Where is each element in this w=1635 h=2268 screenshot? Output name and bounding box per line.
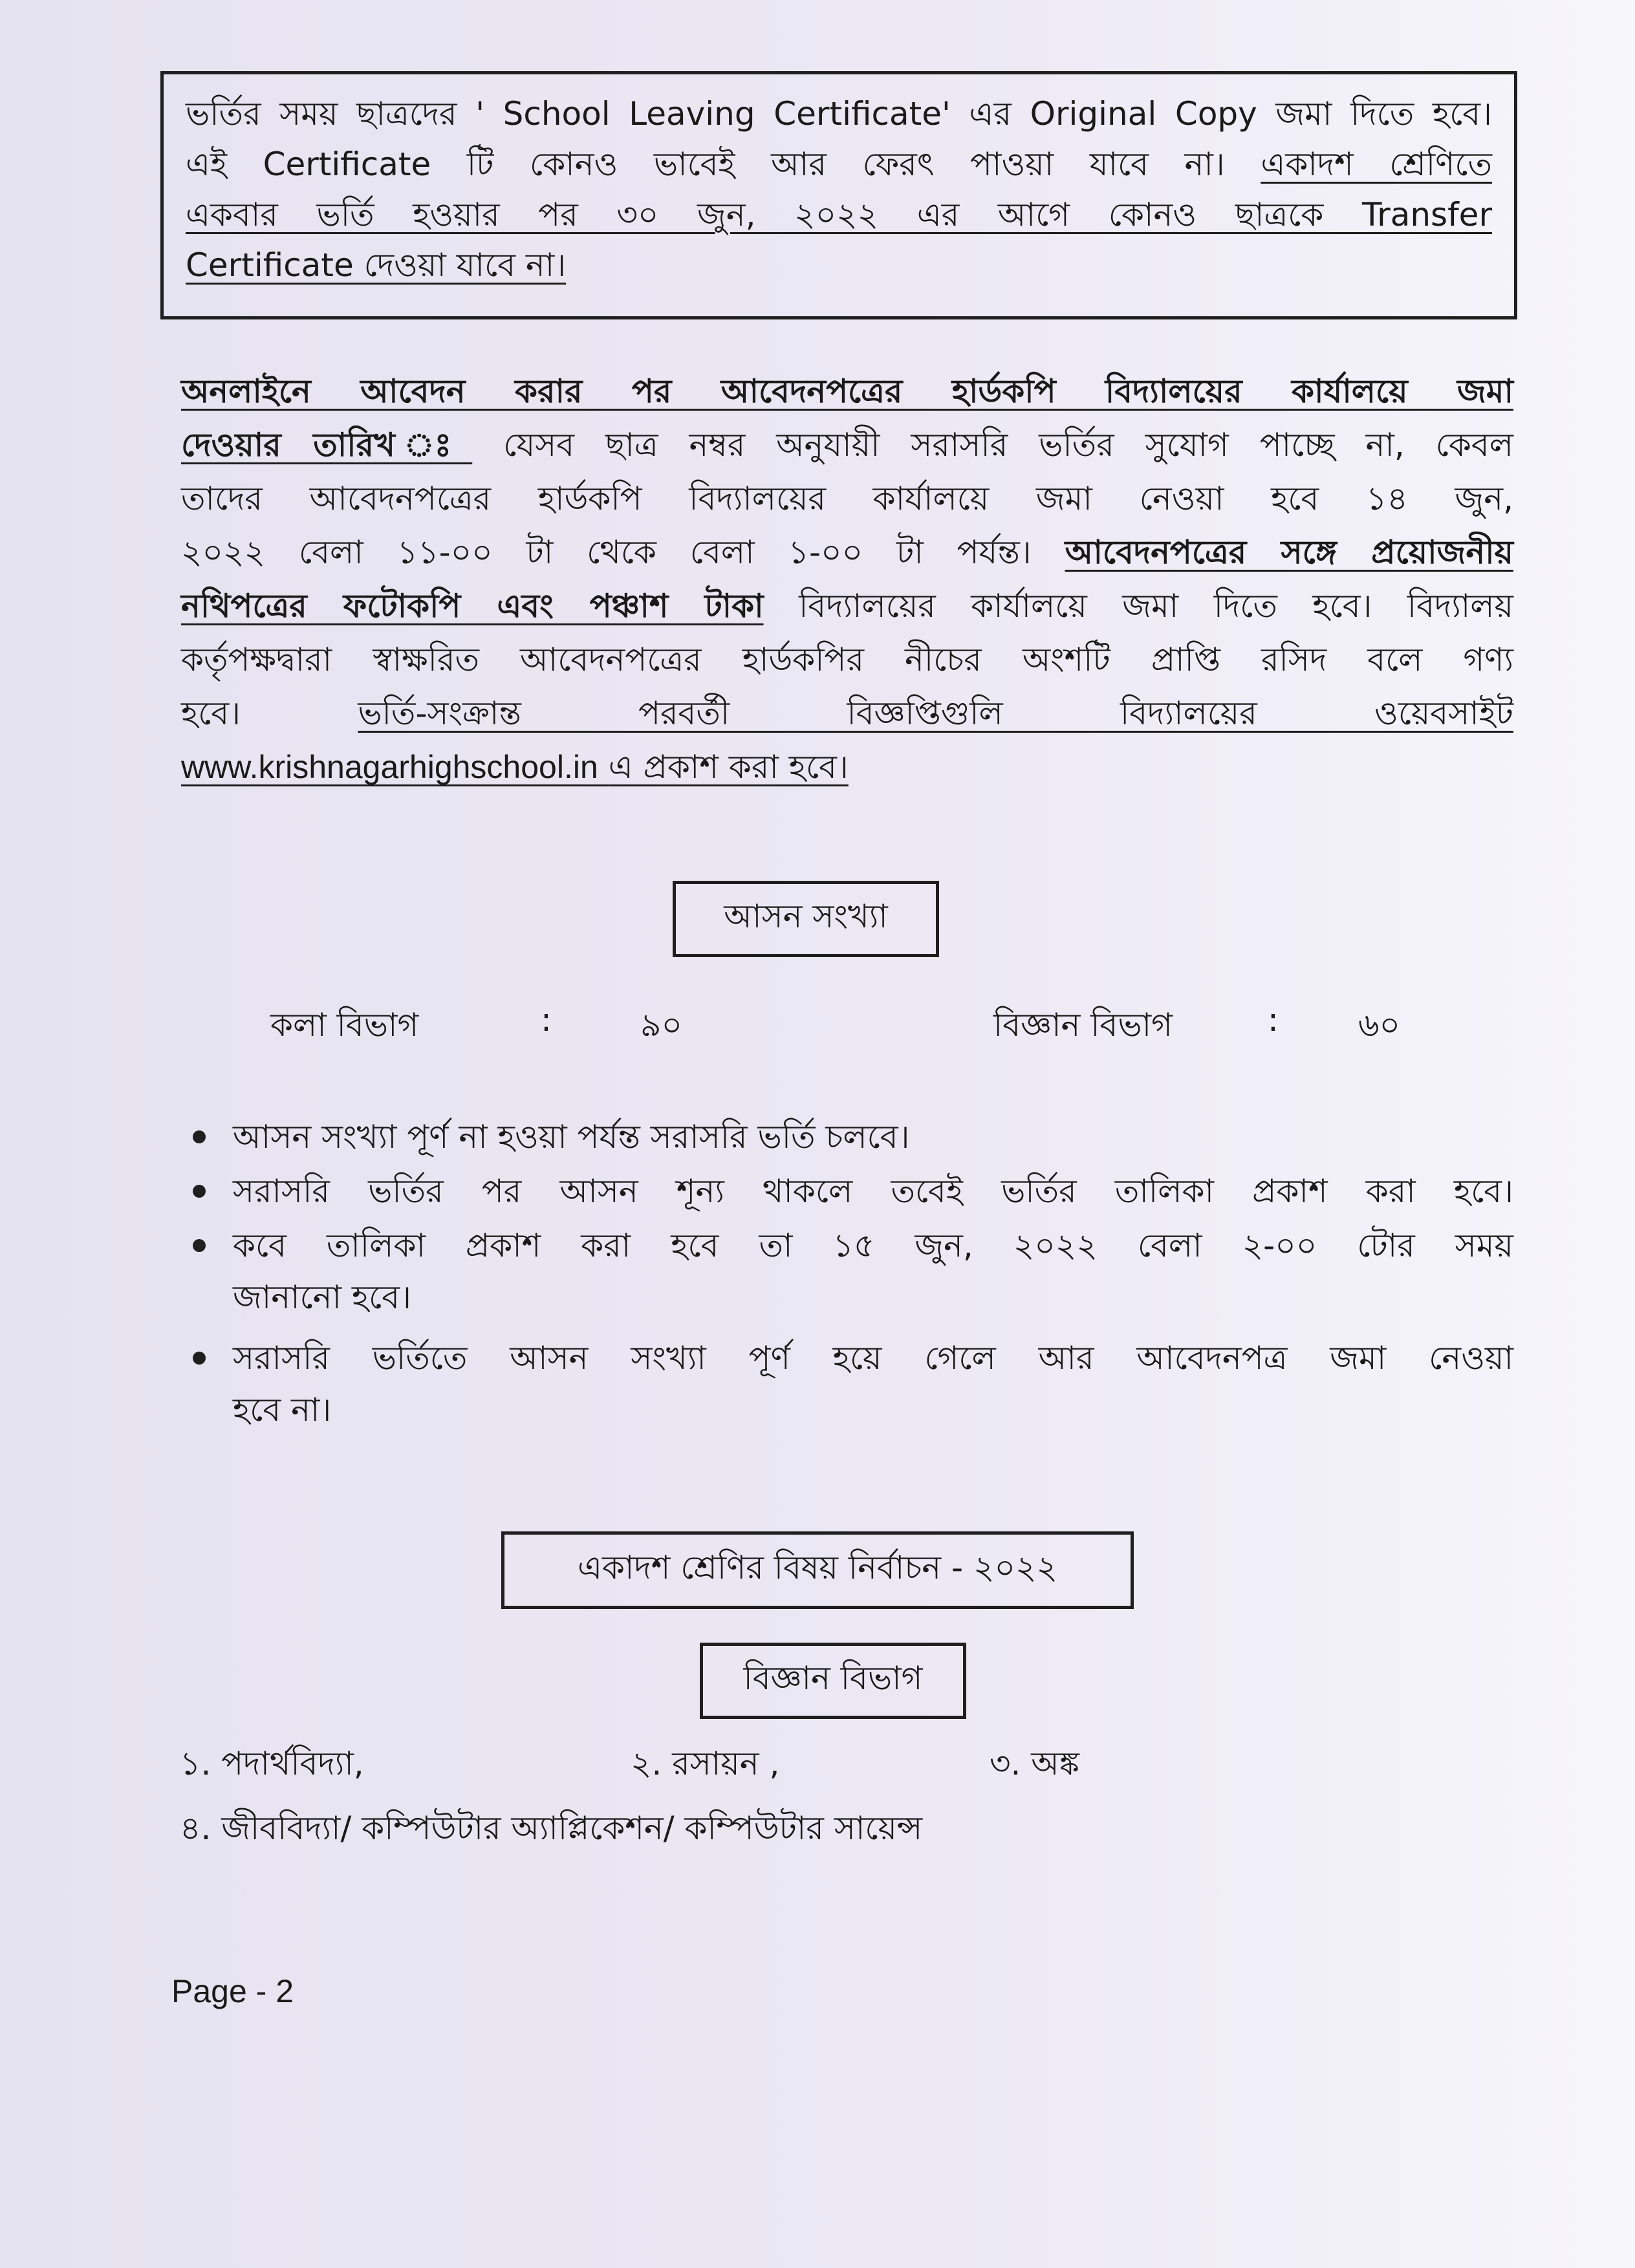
submission-line-7-b: ভর্তি-সংক্রান্ত পরবর্তী বিজ্ঞপ্তিগুলি বিদ্যালয়ের ওয়েবসাইট xyxy=(358,695,1513,732)
seats-heading: আসন সংখ্যা xyxy=(724,897,888,935)
list-item xyxy=(233,1165,1513,1217)
submission-line-1: অনলাইনে আবেদন করার পর আবেদনপত্রের হার্ডকপি বিদ্যালয়ের কার্যালয়ে জমা xyxy=(181,373,1513,410)
seats-heading-box xyxy=(673,881,939,957)
rule-2-text: সরাসরি ভর্তির পর আসন শূন্য থাকলে তবেই ভর্তির তালিকা প্রকাশ করা হবে। xyxy=(233,1172,1513,1210)
school-website-link[interactable]: www.krishnagarhighschool.in xyxy=(181,749,598,785)
submission-line-5 xyxy=(181,579,1513,633)
submission-line-4 xyxy=(181,526,1513,579)
rule-1: আসন সংখ্যা পূর্ণ না হওয়া পর্যন্ত সরাসরি ভর্তি চলবে। xyxy=(233,1118,910,1156)
submission-line-5-text: বিদ্যালয়ের কার্যালয়ে জমা দিতে হবে। বিদ্যালয় xyxy=(799,587,1513,625)
submission-line-4-a: ২০২২ বেলা ১১-০০ টা থেকে বেলা ১-০০ টা পর্যন্ত। xyxy=(181,534,1032,571)
submission-line-2 xyxy=(181,418,1513,472)
notice-line-2 xyxy=(186,139,1492,189)
subject-2: ২. রসায়ন , xyxy=(631,1745,780,1782)
submission-line-8 xyxy=(181,740,1513,794)
submission-line-6: কর্তৃপক্ষদ্বারা স্বাক্ষরিত আবেদনপত্রের হার্ডকপির নীচের অংশটি প্রাপ্তি রসিদ বলে গণ্য xyxy=(181,641,1513,678)
notice-line-2-b: একাদশ শ্রেণিতে xyxy=(1261,146,1492,183)
notice-line-4: Certificate দেওয়া যাবে না। xyxy=(186,246,567,284)
certificate-notice-box xyxy=(160,71,1517,319)
science-heading: বিজ্ঞান বিভাগ xyxy=(743,1659,923,1697)
science-seats-label: বিজ্ঞান বিভাগ xyxy=(993,1006,1173,1044)
notice-line-3: একবার ভর্তি হওয়ার পর ৩০ জুন, ২০২২ এর আগে কোনও ছাত্রকে Transfer xyxy=(186,196,1492,233)
arts-seats-value: ৯০ xyxy=(640,1006,682,1044)
notice-line-1: ভর্তির সময় ছাত্রদের ' School Leaving Certificate' এর Original Copy জমা দিতে হবে। xyxy=(186,95,1492,133)
rule-3-line-1: কবে তালিকা প্রকাশ করা হবে তা ১৫ জুন, ২০২২ বেলা ২-০০ টোর সময় xyxy=(233,1227,1513,1264)
submission-documents-fee: নথিপত্রের ফটোকপি এবং পঞ্চাশ টাকা xyxy=(181,587,764,625)
arts-seats-label: কলা বিভাগ xyxy=(270,1006,419,1044)
subject-1: ১. পদার্থবিদ্যা, xyxy=(180,1745,364,1782)
rule-3-line-2: জানানো হবে। xyxy=(233,1279,411,1316)
rule-4-line-1: সরাসরি ভর্তিতে আসন সংখ্যা পূর্ণ হয়ে গেলে আর আবেদনপত্র জমা নেওয়া xyxy=(233,1339,1513,1377)
list-item xyxy=(233,1111,1513,1163)
subject-4: ৪. জীববিদ্যা/ কম্পিউটার অ্যাপ্লিকেশন/ কম্পিউটার সায়েন্স xyxy=(180,1809,923,1847)
submission-line-7-a: হবে। xyxy=(181,695,241,732)
subject-3: ৩. অঙ্ক xyxy=(990,1745,1079,1782)
submission-date-label: দেওয়ার তারিখ ঃ xyxy=(181,426,473,464)
arts-seats-colon: : xyxy=(541,1001,552,1039)
notice-line-2-a: এই Certificate টি কোনও ভাবেই আর ফেরৎ পাওয়া যাবে না। xyxy=(186,146,1225,183)
list-item xyxy=(233,1332,1513,1436)
subject-selection-heading: একাদশ শ্রেণির বিষয় নির্বাচন - ২০২২ xyxy=(577,1548,1058,1586)
submission-line-3: তাদের আবেদনপত্রের হার্ডকপি বিদ্যালয়ের কার্যালয়ে জমা নেওয়া হবে ১৪ জুন, xyxy=(181,480,1513,517)
hardcopy-submission-paragraph xyxy=(181,365,1513,794)
admission-rules-list xyxy=(233,1111,1513,1438)
rule-2 xyxy=(233,1165,1513,1217)
science-heading-box xyxy=(700,1643,966,1719)
submission-line-2-text: যেসব ছাত্র নম্বর অনুযায়ী সরাসরি ভর্তির সুযোগ পাচ্ছে না, কেবল xyxy=(503,426,1513,464)
submission-line-8-text: এ প্রকাশ করা হবে। xyxy=(608,748,849,786)
science-seats-value: ৬০ xyxy=(1358,1006,1401,1044)
subject-selection-heading-box xyxy=(501,1531,1134,1609)
list-item xyxy=(233,1220,1513,1323)
rule-4-line-2: হবে না। xyxy=(233,1391,332,1429)
submission-line-7 xyxy=(181,687,1513,740)
submission-line-4-b: আবেদনপত্রের সঙ্গে প্রয়োজনীয় xyxy=(1065,534,1513,571)
page-number: Page - 2 xyxy=(171,1973,294,2009)
science-seats-colon: : xyxy=(1268,1001,1279,1039)
